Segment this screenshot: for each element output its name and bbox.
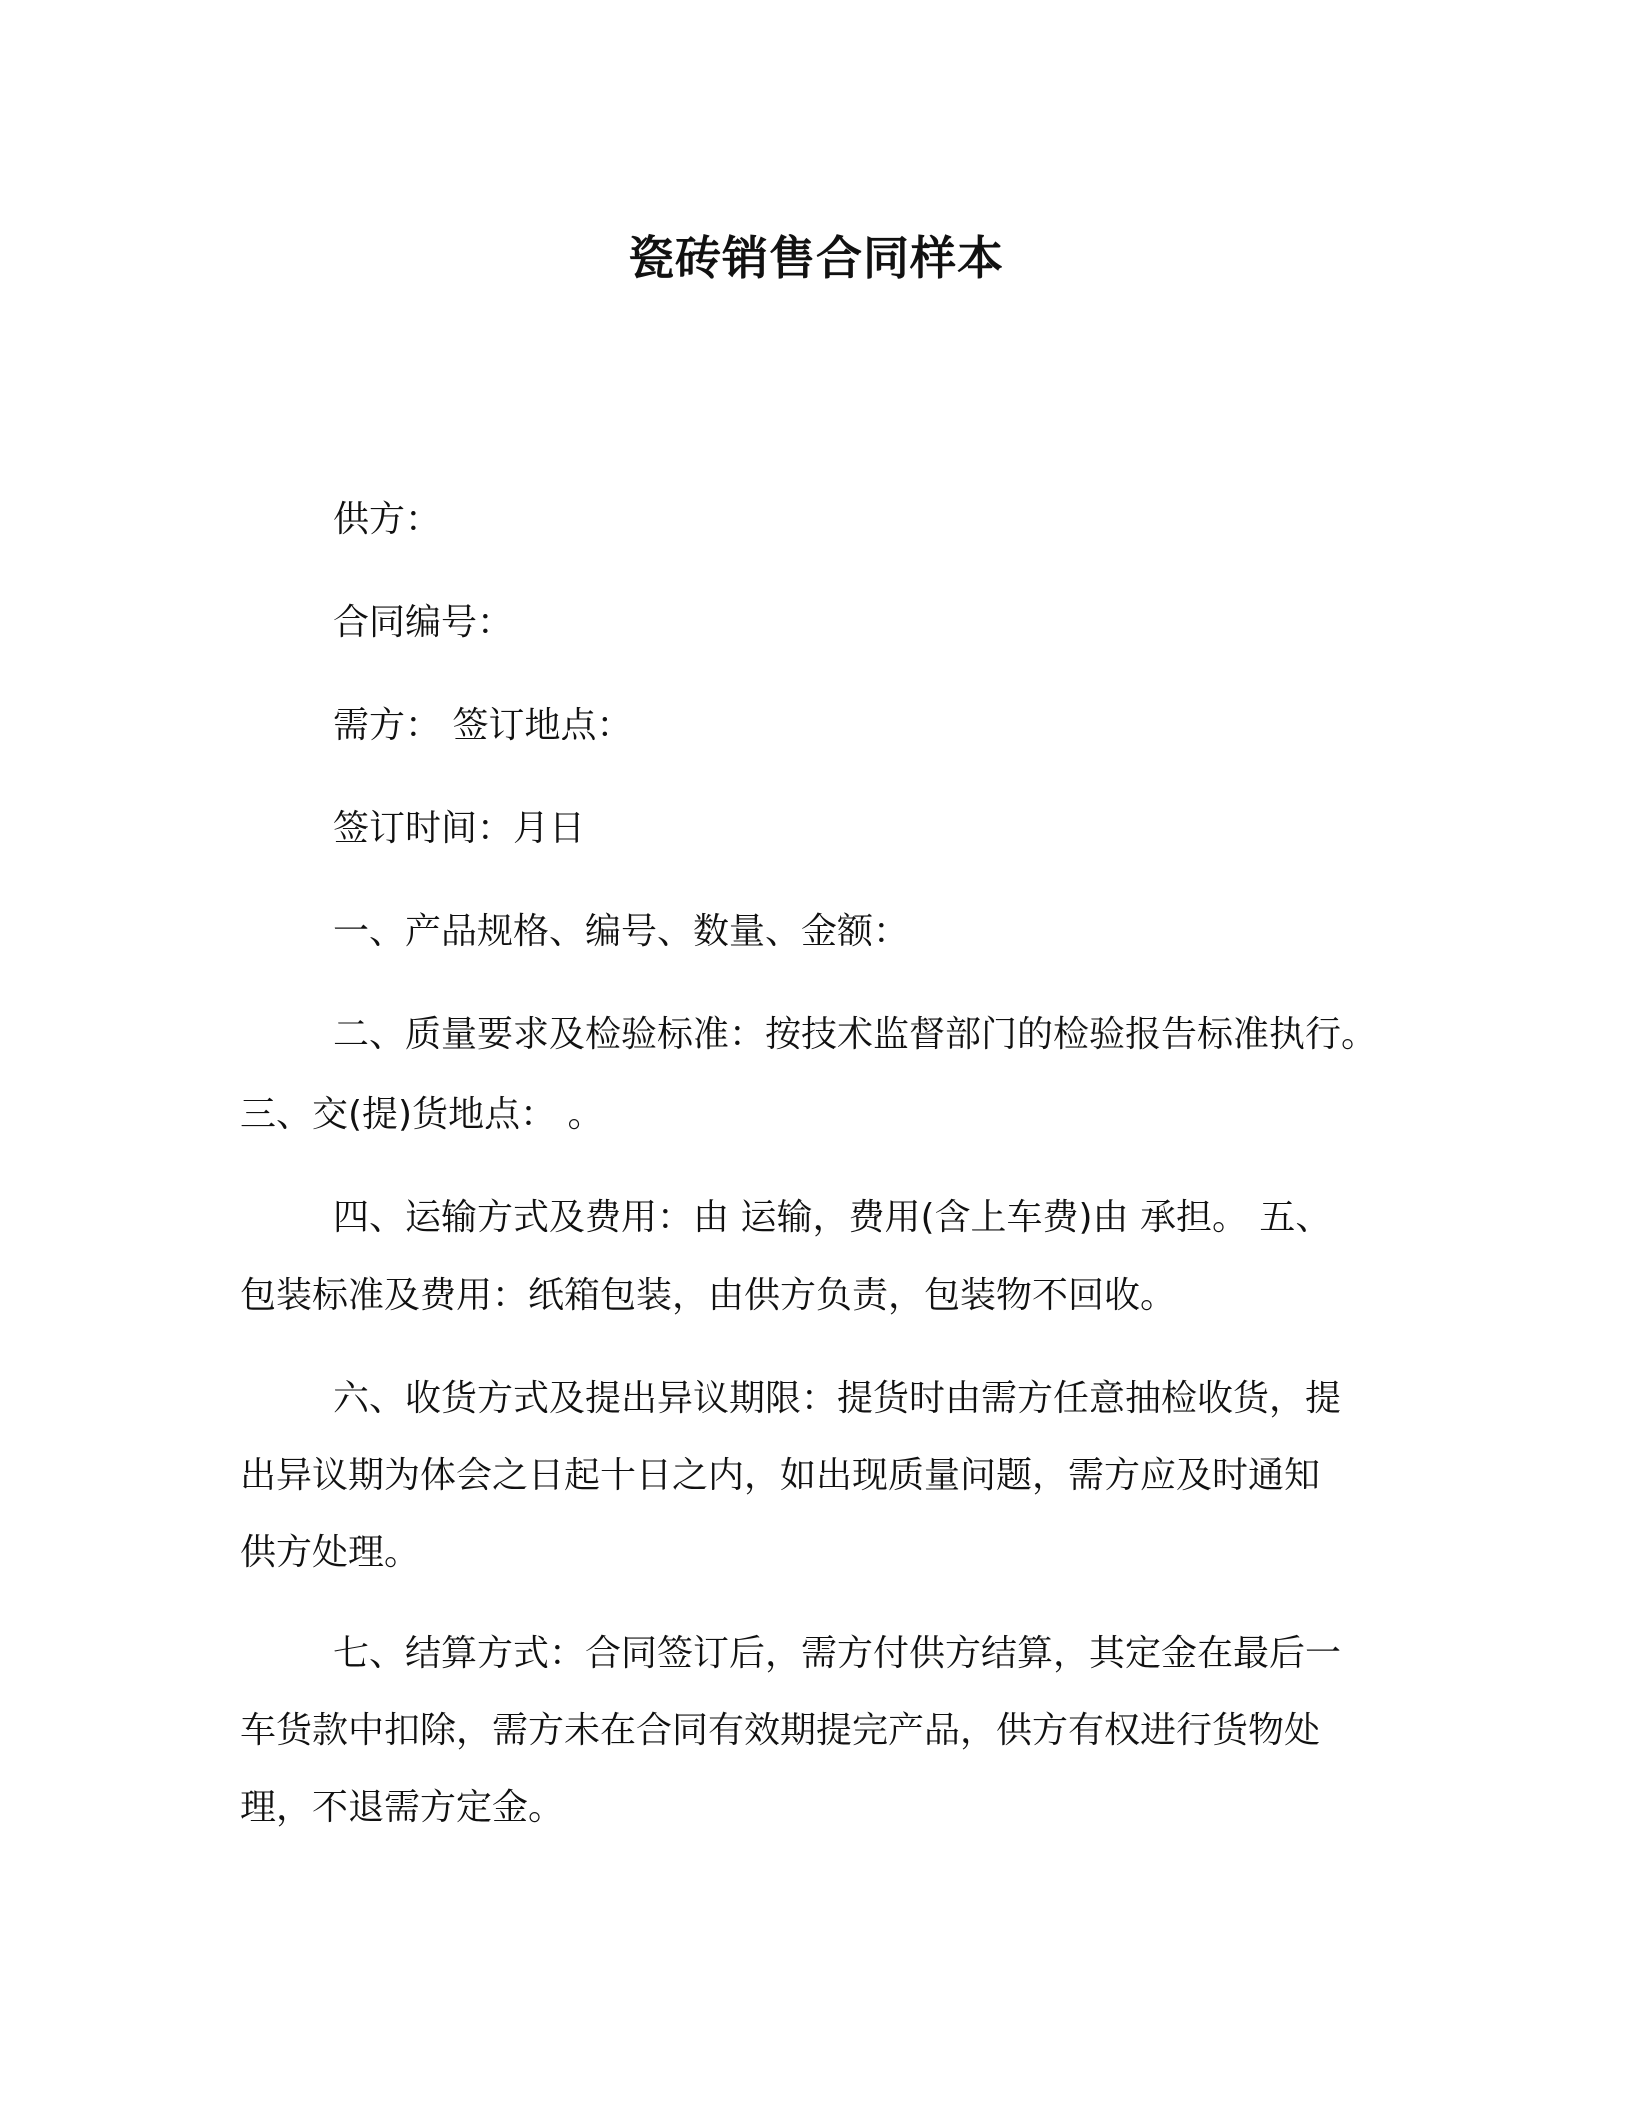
clause-6-line-1: 六、收货方式及提出异议期限：提货时由需方任意抽检收货，提 (333, 1378, 1342, 1419)
clause-2-line: 二、质量要求及检验标准：按技术监督部门的检验报告标准执行。 (333, 1014, 1378, 1055)
document-title: 瓷砖销售合同样本 (628, 231, 1004, 285)
clause-7-line-2: 车货款中扣除，需方未在合同有效期提完产品，供方有权进行货物处 (240, 1710, 1321, 1751)
clause-1-line: 一、产品规格、编号、数量、金额： (333, 911, 910, 952)
supplier-line: 供方： (333, 499, 442, 540)
buyer-location-line: 需方： 签订地点： (333, 705, 633, 746)
contract-number-line: 合同编号： (333, 602, 514, 643)
clause-6-line-3: 供方处理。 (240, 1532, 421, 1573)
clause-3-line: 三、交(提)货地点： 。 (240, 1094, 604, 1135)
clause-5-line: 包装标准及费用：纸箱包装，由供方负责，包装物不回收。 (240, 1275, 1177, 1316)
signing-date-line: 签订时间：月日 (333, 808, 586, 849)
clause-6-line-2: 出异议期为体会之日起十日之内，如出现质量问题，需方应及时通知 (240, 1455, 1321, 1496)
clause-7-line-1: 七、结算方式：合同签订后，需方付供方结算，其定金在最后一 (333, 1633, 1342, 1674)
clause-4-line: 四、运输方式及费用：由 运输，费用(含上车费)由 承担。 五、 (333, 1197, 1332, 1238)
clause-7-line-3: 理，不退需方定金。 (240, 1787, 565, 1828)
